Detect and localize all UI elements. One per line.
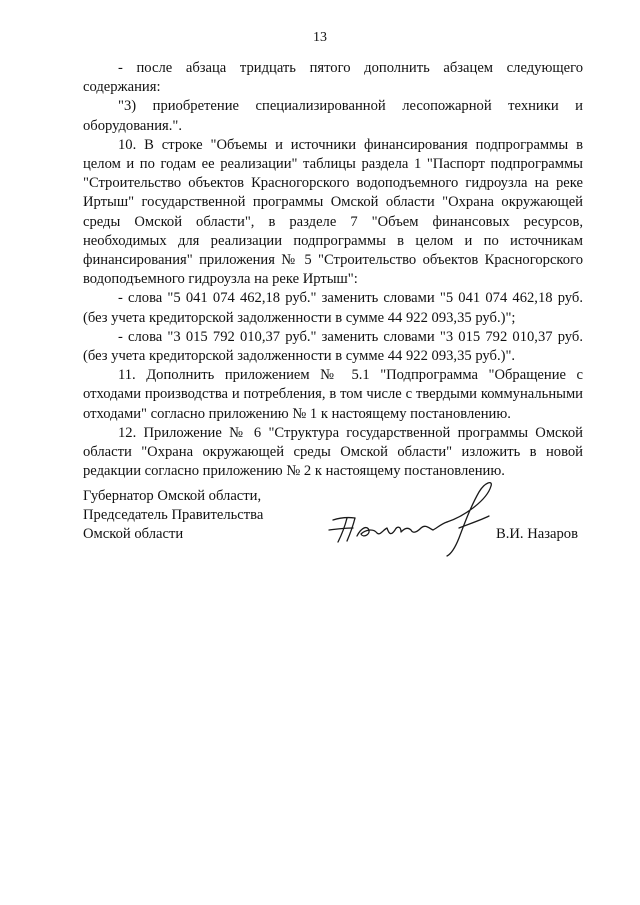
document-body bbox=[83, 59, 583, 481]
signatory-title bbox=[83, 487, 263, 545]
page-number: 13 bbox=[313, 30, 327, 45]
paragraph-item-3: "3) приобретение специализированной лесопожарной техники и оборудования.". bbox=[83, 98, 583, 134]
paragraph-add-abzac: - после абзаца тридцать пятого дополнить абзацем следующего содержания: bbox=[83, 60, 583, 96]
signatory-title-line: Губернатор Омской области, bbox=[83, 488, 262, 504]
signatory-title-line: Омской области bbox=[83, 526, 184, 543]
signatory-title-line: Председатель Правительства bbox=[83, 507, 264, 524]
handwritten-signature bbox=[325, 478, 515, 558]
signatory-name: В.И. Назаров bbox=[496, 526, 578, 542]
paragraph-replace-1: - слова "5 041 074 462,18 руб." заменить словами "5 041 074 462,18 руб. (без учета кредиторской задолженности в сумме 44 922 093,35 руб.)"; bbox=[83, 290, 583, 326]
paragraph-10: 10. В строке "Объемы и источники финансирования подпрограммы в целом и по годам ее реализации" таблицы раздела 1 "Паспорт подпрограммы "Строительство объектов Красногорского водоподъемного гидроузла на реке Иртыш" государственной программы Омской области "Охрана окружающей среды Омской области", в разделе 7 "Объем финансовых ресурсов, необходимых для реализации подпрограммы в целом и по источникам финансирования" приложения № 5 "Строительство объектов Красногорского водоподъемного гидроузла на реке Иртыш": bbox=[83, 136, 583, 288]
paragraph-replace-2: - слова "3 015 792 010,37 руб." заменить словами "3 015 792 010,37 руб. (без учета кредиторской задолженности в сумме 44 922 093,35 руб.)". bbox=[83, 328, 583, 365]
paragraph-12: 12. Приложение № 6 "Структура государственной программы Омской области "Охрана окружающей среды Омской области" изложить в новой редакции согласно приложению № 2 к настоящему постановлению. bbox=[83, 424, 583, 480]
paragraph-11: 11. Дополнить приложением № 5.1 "Подпрограмма "Обращение с отходами производства и потребления, в том числе с твердыми коммунальными отходами" согласно приложению № 1 к настоящему постановлению. bbox=[83, 367, 583, 422]
